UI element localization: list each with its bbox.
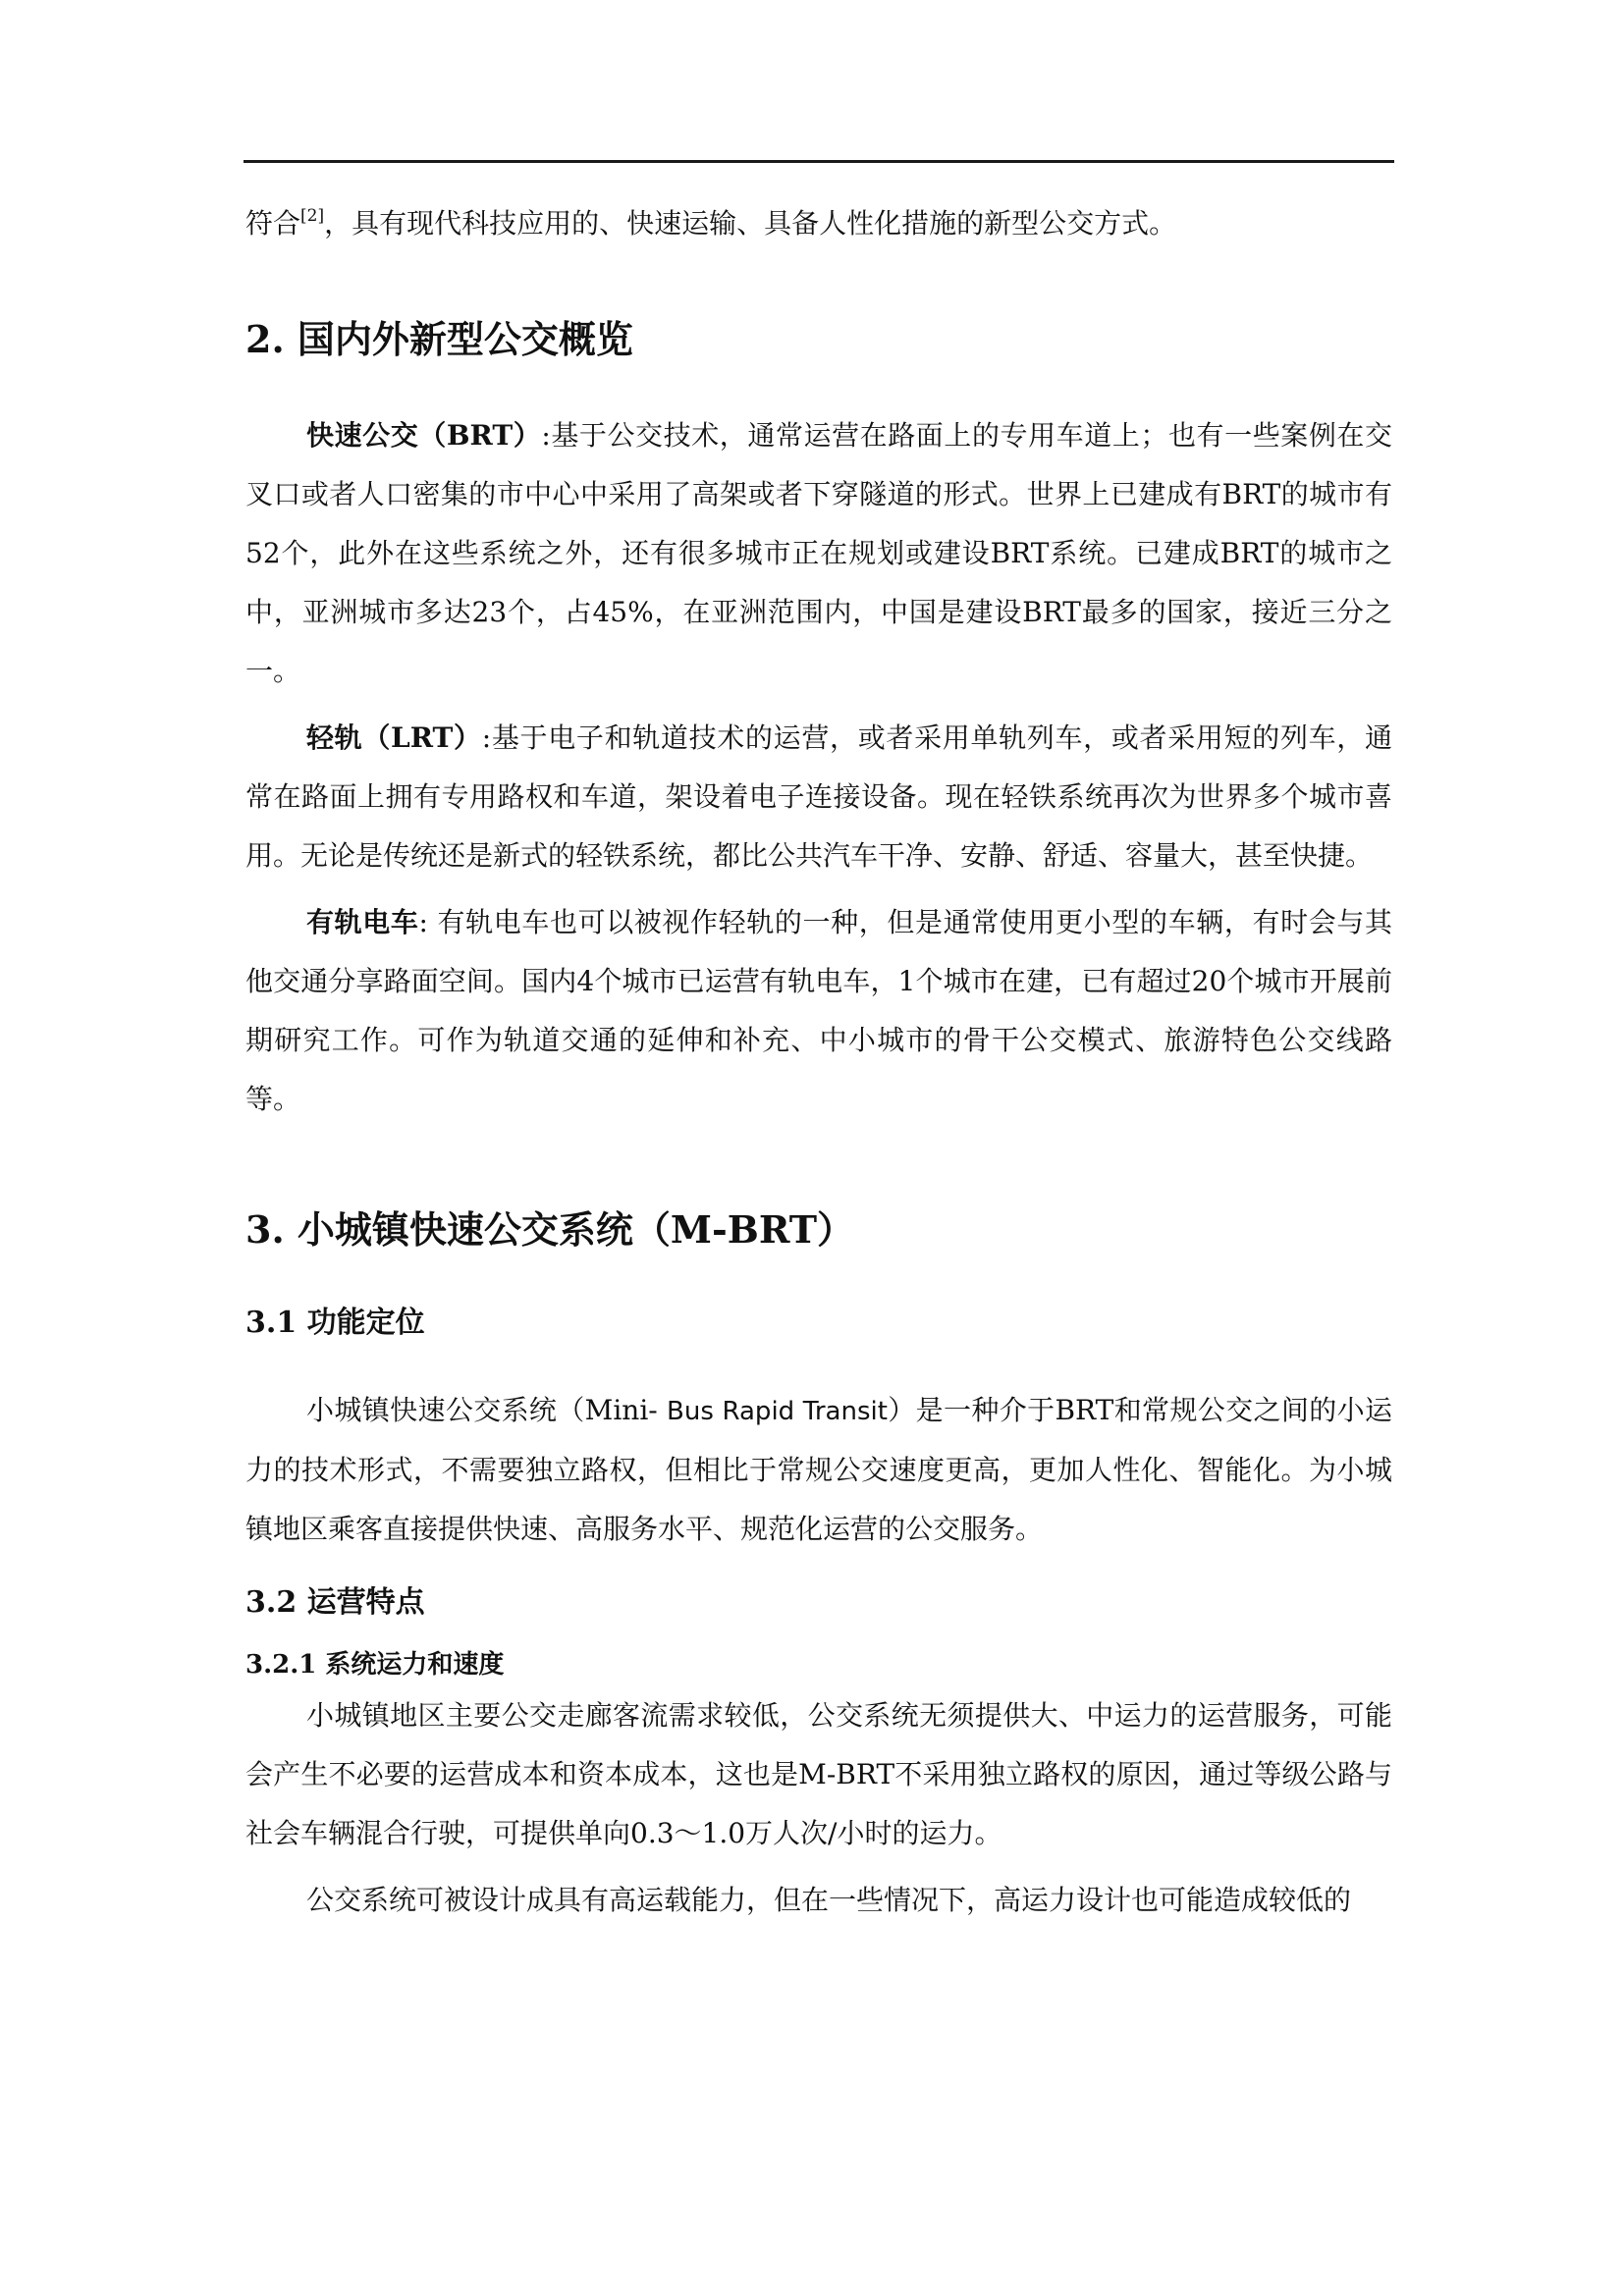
- lrt-term: 轻轨（LRT）: [306, 721, 482, 754]
- function-english-term: Bus Rapid Transit: [667, 1397, 888, 1426]
- section-3-1-heading: 3.1 功能定位: [245, 1306, 425, 1340]
- section-3-heading: 3. 小城镇快速公交系统（M-BRT）: [245, 1207, 855, 1252]
- brt-text: :基于公交技术，通常运营在路面上的专用车道上；也有一些案例在交叉口或者人口密集的市中心中采用了高架或者下穿隧道的形式。世界上已建成有BRT的城市有52个，此外在这些系统之外，还有很多城市正在规划或建设BRT系统。已建成BRT的城市之中，亚洲城市多达23个，占45%，在亚洲范围内，中国是建设BRT最多的国家，接近三分之一。: [245, 419, 1393, 687]
- intro-paragraph: [245, 194, 1392, 253]
- intro-text-end: ，具有现代科技应用的、快速运输、具备人性化措施的新型公交方式。: [324, 207, 1177, 240]
- tram-paragraph: [245, 893, 1392, 1129]
- function-text-start: 小城镇快速公交系统（Mini-: [306, 1394, 668, 1426]
- header-rule: [244, 160, 1394, 163]
- brt-paragraph: [245, 406, 1392, 701]
- lrt-text: :基于电子和轨道技术的运营，或者采用单轨列车，或者采用短的列车，通常在路面上拥有专用路权和车道，架设着电子连接设备。现在轻铁系统再次为世界多个城市喜用。无论是传统还是新式的轻铁系统，都比公共汽车干净、安静、舒适、容量大，甚至快捷。: [245, 721, 1392, 872]
- page-content: [245, 194, 1392, 1930]
- section-3-2-heading: 3.2 运营特点: [245, 1585, 425, 1620]
- intro-text-start: 符合: [245, 207, 301, 240]
- section-2-heading: 2. 国内外新型公交概览: [245, 317, 633, 361]
- tram-term: 有轨电车: [306, 906, 419, 938]
- function-paragraph: [245, 1381, 1392, 1559]
- section-3-2-1-heading: 3.2.1 系统运力和速度: [245, 1650, 505, 1680]
- brt-term: 快速公交（BRT）: [306, 419, 542, 452]
- capacity-paragraph-1: 小城镇地区主要公交走廊客流需求较低，公交系统无须提供大、中运力的运营服务，可能会产生不必要的运营成本和资本成本，这也是M-BRT不采用独立路权的原因，通过等级公路与社会车辆混合行驶，可提供单向0.3～1.0万人次/小时的运力。: [245, 1699, 1392, 1849]
- function-text-end: ）是一种介于BRT和常规公交之间的小运力的技术形式，不需要独立路权，但相比于常规公交速度更高，更加人性化、智能化。为小城镇地区乘客直接提供快速、高服务水平、规范化运营的公交服务。: [245, 1394, 1392, 1545]
- lrt-paragraph: [245, 709, 1392, 885]
- capacity-paragraph-2: 公交系统可被设计成具有高运载能力，但在一些情况下，高运力设计也可能造成较低的: [306, 1884, 1352, 1916]
- citation-ref[interactable]: [2]: [300, 205, 325, 226]
- tram-text: : 有轨电车也可以被视作轻轨的一种，但是通常使用更小型的车辆，有时会与其他交通分享路面空间。国内4个城市已运营有轨电车，1个城市在建，已有超过20个城市开展前期研究工作。可作为轨道交通的延伸和补充、中小城市的骨干公交模式、旅游特色公交线路等。: [245, 906, 1392, 1115]
